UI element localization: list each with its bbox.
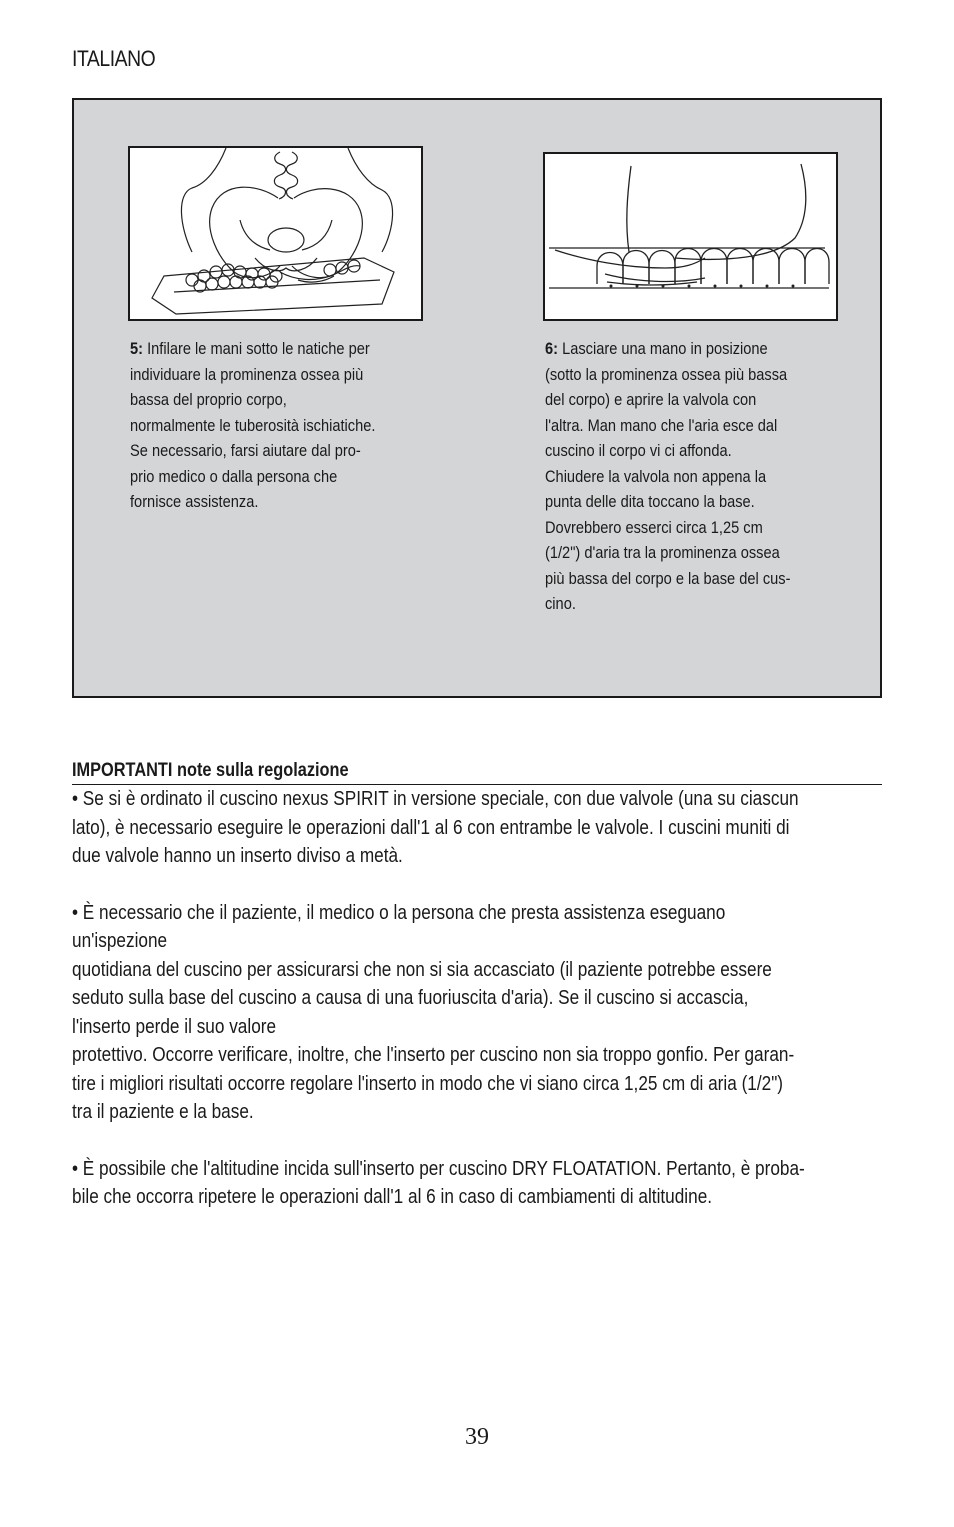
step-6-text	[545, 336, 837, 617]
step-line: individuare la prominenza ossea più	[130, 364, 364, 384]
note-line: seduto sulla base del cuscino a causa di una fuoriuscita d'aria). Se il cuscino si accascia,	[72, 987, 749, 1009]
note-line: quotidiana del cuscino per assicurarsi che non si sia accasciato (il paziente potrebbe essere	[72, 958, 772, 981]
step-line: bassa del proprio corpo,	[130, 390, 287, 409]
step-line: prio medico o dalla persona che	[130, 466, 338, 486]
note-line: • È possibile che l'altitudine incida sull'inserto per cuscino DRY FLOATATION. Pertanto, è proba-	[72, 1157, 805, 1180]
step-line: Chiudere la valvola non appena la	[545, 466, 767, 486]
note-line: bile che occorra ripetere le operazioni dall'1 al 6 in caso di cambiamenti di altitudine.	[72, 1186, 713, 1208]
note-line: lato), è necessario eseguire le operazioni dall'1 al 6 con entrambe le valvole. I cuscini muniti di	[72, 816, 790, 839]
step-line: (sotto la prominenza ossea più bassa	[545, 364, 788, 384]
note-paragraph-2	[72, 899, 882, 1127]
instruction-panel	[72, 98, 882, 698]
section-language-label: ITALIANO	[72, 46, 156, 71]
note-line: • È necessario che il paziente, il medico o la persona che presta assistenza eseguano	[72, 901, 726, 924]
pelvis-on-cushion-illustration	[128, 146, 423, 321]
notes-heading-text: IMPORTANTI note sulla regolazione	[72, 760, 349, 781]
step-line: (1/2") d'aria tra la prominenza ossea	[545, 543, 780, 562]
notes-heading	[72, 760, 882, 785]
note-line: protettivo. Occorre verificare, inoltre, che l'inserto per cuscino non sia troppo gonfio. Per garan-	[72, 1044, 795, 1066]
note-line: tra il paziente e la base.	[72, 1101, 254, 1123]
note-line: due valvole hanno un inserto diviso a metà.	[72, 845, 403, 867]
step-line: normalmente le tuberosità ischiatiche.	[130, 415, 376, 435]
step-number: 6:	[545, 339, 559, 358]
step-line: punta delle dita toccano la base.	[545, 492, 755, 511]
note-paragraph-3	[72, 1155, 882, 1212]
step-line: del corpo) e aprire la valvola con	[545, 390, 757, 409]
step-line: Dovrebbero esserci circa 1,25 cm	[545, 517, 763, 537]
note-line: tire i migliori risultati occorre regolare l'inserto in modo che vi siano circa 1,25 cm di aria (1/2")	[72, 1072, 784, 1095]
step-number: 5:	[130, 339, 144, 358]
step-line: l'altra. Man mano che l'aria esce dal	[545, 415, 778, 435]
step-line: cino.	[545, 594, 576, 613]
note-line: l'inserto perde il suo valore	[72, 1015, 277, 1038]
note-paragraph-1	[72, 785, 882, 871]
adjustment-notes-section	[72, 760, 882, 1212]
step-5-text	[130, 336, 422, 515]
note-line: • Se si è ordinato il cuscino nexus SPIRIT in versione speciale, con due valvole (una su ciascun	[72, 788, 799, 810]
step-line: cuscino il corpo vi ci affonda.	[545, 441, 732, 460]
step-line: Infilare le mani sotto le natiche per	[143, 339, 370, 358]
step-line: Lasciare una mano in posizione	[558, 339, 768, 358]
step-line: fornisce assistenza.	[130, 492, 259, 511]
hand-under-cushion-illustration	[543, 152, 838, 321]
step-line: Se necessario, farsi aiutare dal pro-	[130, 441, 361, 460]
cushion-cells-illustration-svg	[545, 154, 836, 319]
note-line: un'ispezione	[72, 930, 168, 952]
page-number: 39	[465, 1424, 489, 1450]
pelvis-illustration-svg	[130, 148, 421, 319]
step-line: più bassa del corpo e la base del cus-	[545, 568, 791, 588]
